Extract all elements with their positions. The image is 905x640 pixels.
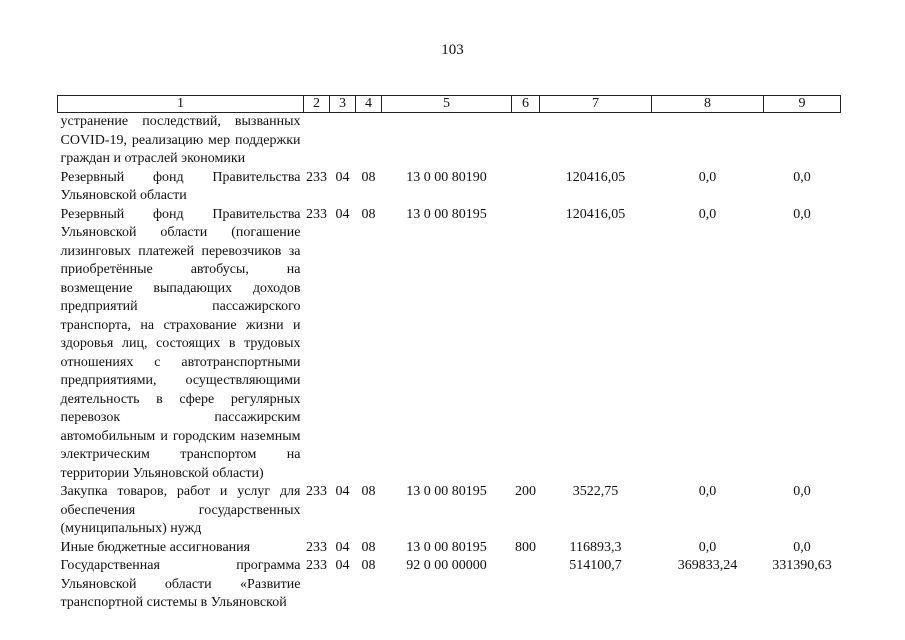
cell-col7: 120416,05 (565, 206, 626, 222)
column-header: 5 (382, 96, 512, 113)
column-header: 9 (764, 96, 841, 113)
budget-table (57, 95, 841, 613)
column-header: 1 (58, 96, 304, 113)
cell-col7: 116893,3 (569, 539, 622, 555)
cell-col6: 800 (515, 539, 536, 555)
cell-col2: 233 (306, 539, 327, 555)
cell-col8: 0,0 (698, 484, 717, 499)
cell-col5: 13 0 00 80195 (406, 539, 487, 555)
cell-col7 (540, 113, 652, 169)
cell-col5: 13 0 00 80195 (406, 484, 487, 499)
row-description: Резервный фонд Правительства Ульяновской области (60, 169, 301, 203)
column-number-header (58, 96, 841, 113)
cell-col4: 08 (361, 484, 376, 499)
row-description: Закупка товаров, работ и услуг для обеспечения государственных (муниципальных) нужд (60, 484, 301, 536)
table-row (58, 206, 841, 484)
cell-col4: 08 (361, 558, 376, 573)
column-header: 2 (304, 96, 330, 113)
table-row (58, 557, 841, 613)
cell-col4: 08 (361, 206, 376, 222)
column-header: 6 (512, 96, 540, 113)
cell-col9: 0,0 (793, 169, 811, 185)
cell-col5: 13 0 00 80190 (406, 169, 487, 185)
row-description: Государственная программа Ульяновской области «Развитие транспортной системы в Ульяновской (60, 558, 301, 610)
cell-col8: 0,0 (698, 539, 717, 555)
row-description: Резервный фонд Правительства Ульяновской области (погашение лизинговых платежей перевозчиков за приобретённые автобусы, на возмещение выпадающих доходов предприятий пассажирского транспорта, на страхование жизни и здоровья лиц, состоящих в трудовых отношениях с автотранспортными предприятиями, осуществляющими деятельность в сфере регулярных перевозок пассажирским автомобильным и городским наземным электрическим транспортом на территории Ульяновской области) (60, 206, 301, 481)
cell-col3 (330, 113, 356, 169)
column-header: 3 (330, 96, 356, 113)
cell-col2: 233 (306, 484, 327, 499)
cell-col8: 0,0 (698, 169, 717, 185)
cell-col9 (764, 113, 841, 169)
cell-col2: 233 (306, 169, 327, 185)
cell-col6 (512, 206, 540, 484)
cell-col7: 514100,7 (569, 558, 622, 573)
table-row (58, 113, 841, 169)
page-number: 103 (441, 42, 464, 58)
column-header: 7 (540, 96, 652, 113)
cell-col9: 0,0 (793, 539, 811, 555)
cell-col2: 233 (306, 206, 327, 222)
cell-col4 (356, 113, 382, 169)
cell-col3: 04 (335, 206, 350, 222)
table-row (58, 539, 841, 558)
cell-col3: 04 (335, 558, 350, 573)
cell-col6 (512, 557, 540, 613)
cell-col2 (304, 113, 330, 169)
column-header: 4 (356, 96, 382, 113)
cell-col5: 13 0 00 80195 (406, 206, 487, 222)
cell-col5 (382, 113, 512, 169)
cell-col4: 08 (361, 169, 376, 185)
cell-col9: 331390,63 (772, 558, 832, 573)
cell-col8 (652, 113, 764, 169)
cell-col8: 0,0 (698, 206, 717, 222)
table-row (58, 169, 841, 206)
row-description: устранение последствий, вызванных COVID-19, реализацию мер поддержки граждан и отраслей экономики (60, 114, 301, 166)
row-description: Иные бюджетные ассигнования (60, 539, 251, 555)
cell-col9: 0,0 (793, 206, 811, 222)
cell-col7: 3522,75 (572, 484, 619, 499)
cell-col8: 369833,24 (677, 558, 738, 573)
cell-col3: 04 (335, 539, 350, 555)
column-header: 8 (652, 96, 764, 113)
cell-col9: 0,0 (793, 484, 811, 499)
cell-col2: 233 (306, 558, 327, 573)
cell-col5: 92 0 00 00000 (406, 558, 487, 573)
table-row (58, 483, 841, 539)
cell-col4: 08 (361, 539, 376, 555)
cell-col3: 04 (335, 484, 350, 499)
cell-col7: 120416,05 (565, 169, 626, 185)
cell-col3: 04 (335, 169, 350, 185)
cell-col6: 200 (515, 484, 536, 499)
cell-col6 (512, 169, 540, 206)
cell-col6 (512, 113, 540, 169)
